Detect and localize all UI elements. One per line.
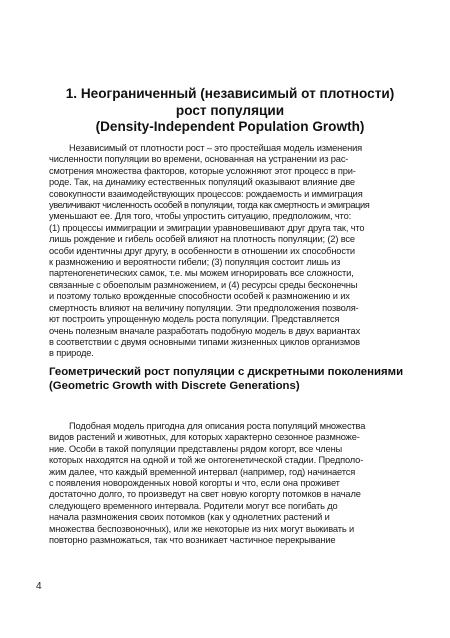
intro-paragraph-line: партеногенетических самок, т.е. мы можем игнорировать все сложности, [49,268,354,279]
section-paragraph-line: жим далее, что каждый временной интервал (например, год) начинается [49,466,356,477]
chapter-title [40,86,420,136]
section-paragraph-line: Подобная модель пригодна для описания роста популяций множества [69,421,366,431]
intro-paragraph-line: ют построить упрощенную модель роста популяции. Представляется [49,314,340,325]
section-paragraph-line: ние. Особи в такой популяции представлены рядом когорт, все члены [49,443,343,454]
intro-paragraph-line: Независимый от плотности рост – это простейшая модель изменения [69,143,363,153]
section-paragraph-line: множества беспозвоночных), или же некоторые из них могут выживать и [49,523,354,534]
chapter-title-line-3: (Density-Independent Population Growth) [95,119,365,134]
intro-paragraph-line: в природе. [49,348,94,359]
intro-paragraph-line: в соответствии с двумя основными типами жизненных циклов организмов [49,336,360,347]
chapter-title-line-1: 1. Неограниченный (независимый от плотности) [65,86,395,101]
section-paragraph-line: повторно размножаться, так что возникает частичное перекрывание [49,535,336,546]
page-number: 4 [36,581,42,592]
intro-paragraph-line: к размножению и вероятности гибели; (3) популяция состоит лишь из [49,257,341,268]
intro-paragraph-line: смертность влияют на величину популяции. Эти предположения позволя- [49,302,359,313]
chapter-title-line-2: рост популяции [175,102,285,118]
section-heading-line-2: (Geometric Growth with Discrete Generations) [49,380,300,392]
intro-paragraph-line: и поэтому только врожденные способности особей к размножению и их [49,291,350,302]
intro-paragraph-line: очень полезным вначале разработать подобную модель в двух вариантах [49,325,361,336]
intro-paragraph-line: роде. Так, на динамику естественных популяций оказывают влияние две [49,177,355,188]
intro-paragraph-line: уменьшают ее. Для того, чтобы упростить ситуацию, предположим, что: [49,211,352,222]
section-paragraph [49,421,412,546]
section-paragraph-line: видов растений и животных, для которых характерно сезонное размноже- [49,432,360,443]
intro-paragraph-line: особи идентичны друг другу, в особенности в отношении их способности [49,245,355,256]
section-paragraph-line: которых находятся на одной и той же онтогенетической стадии. Предполо- [49,455,364,466]
section-paragraph-line: с появления новорожденных новой когорты и что, если она проживет [49,478,340,489]
intro-paragraph-line: связанные с обоеполым размножением, и (4) ресурсы среды бесконечны [49,279,358,290]
section-heading-line-1: Геометрический рост популяции с дискретными поколениями [49,366,404,378]
intro-paragraph-line: численности популяции во времени, основанная на устранении из рас- [49,154,349,165]
intro-paragraph-line: (1) процессы иммиграции и эмиграции уравновешивают друг друга так, что [49,222,365,233]
section-paragraph-line: начала размножения своих потомков (как у однолетних растений и [49,512,330,523]
section-paragraph-line: следующего временного интервала. Родители могут все погибать до [49,500,338,511]
intro-paragraph-line: смотрения множества факторов, которые усложняют этот процесс в при- [49,165,356,176]
section-paragraph-line: достаточно долго, то произведут на свет новую когорту потомков в начале [49,489,361,500]
section-heading [49,365,419,393]
intro-paragraph-line: лишь рождение и гибель особей влияют на плотность популяции; (2) все [49,234,355,245]
intro-paragraph-line: совокупности взаимодействующих процессов: рождаемость и иммиграция [49,188,363,199]
intro-paragraph-line: увеличивают численность особей в популяции, тогда как смертность и эмиграция [49,200,370,211]
intro-paragraph [49,143,412,360]
